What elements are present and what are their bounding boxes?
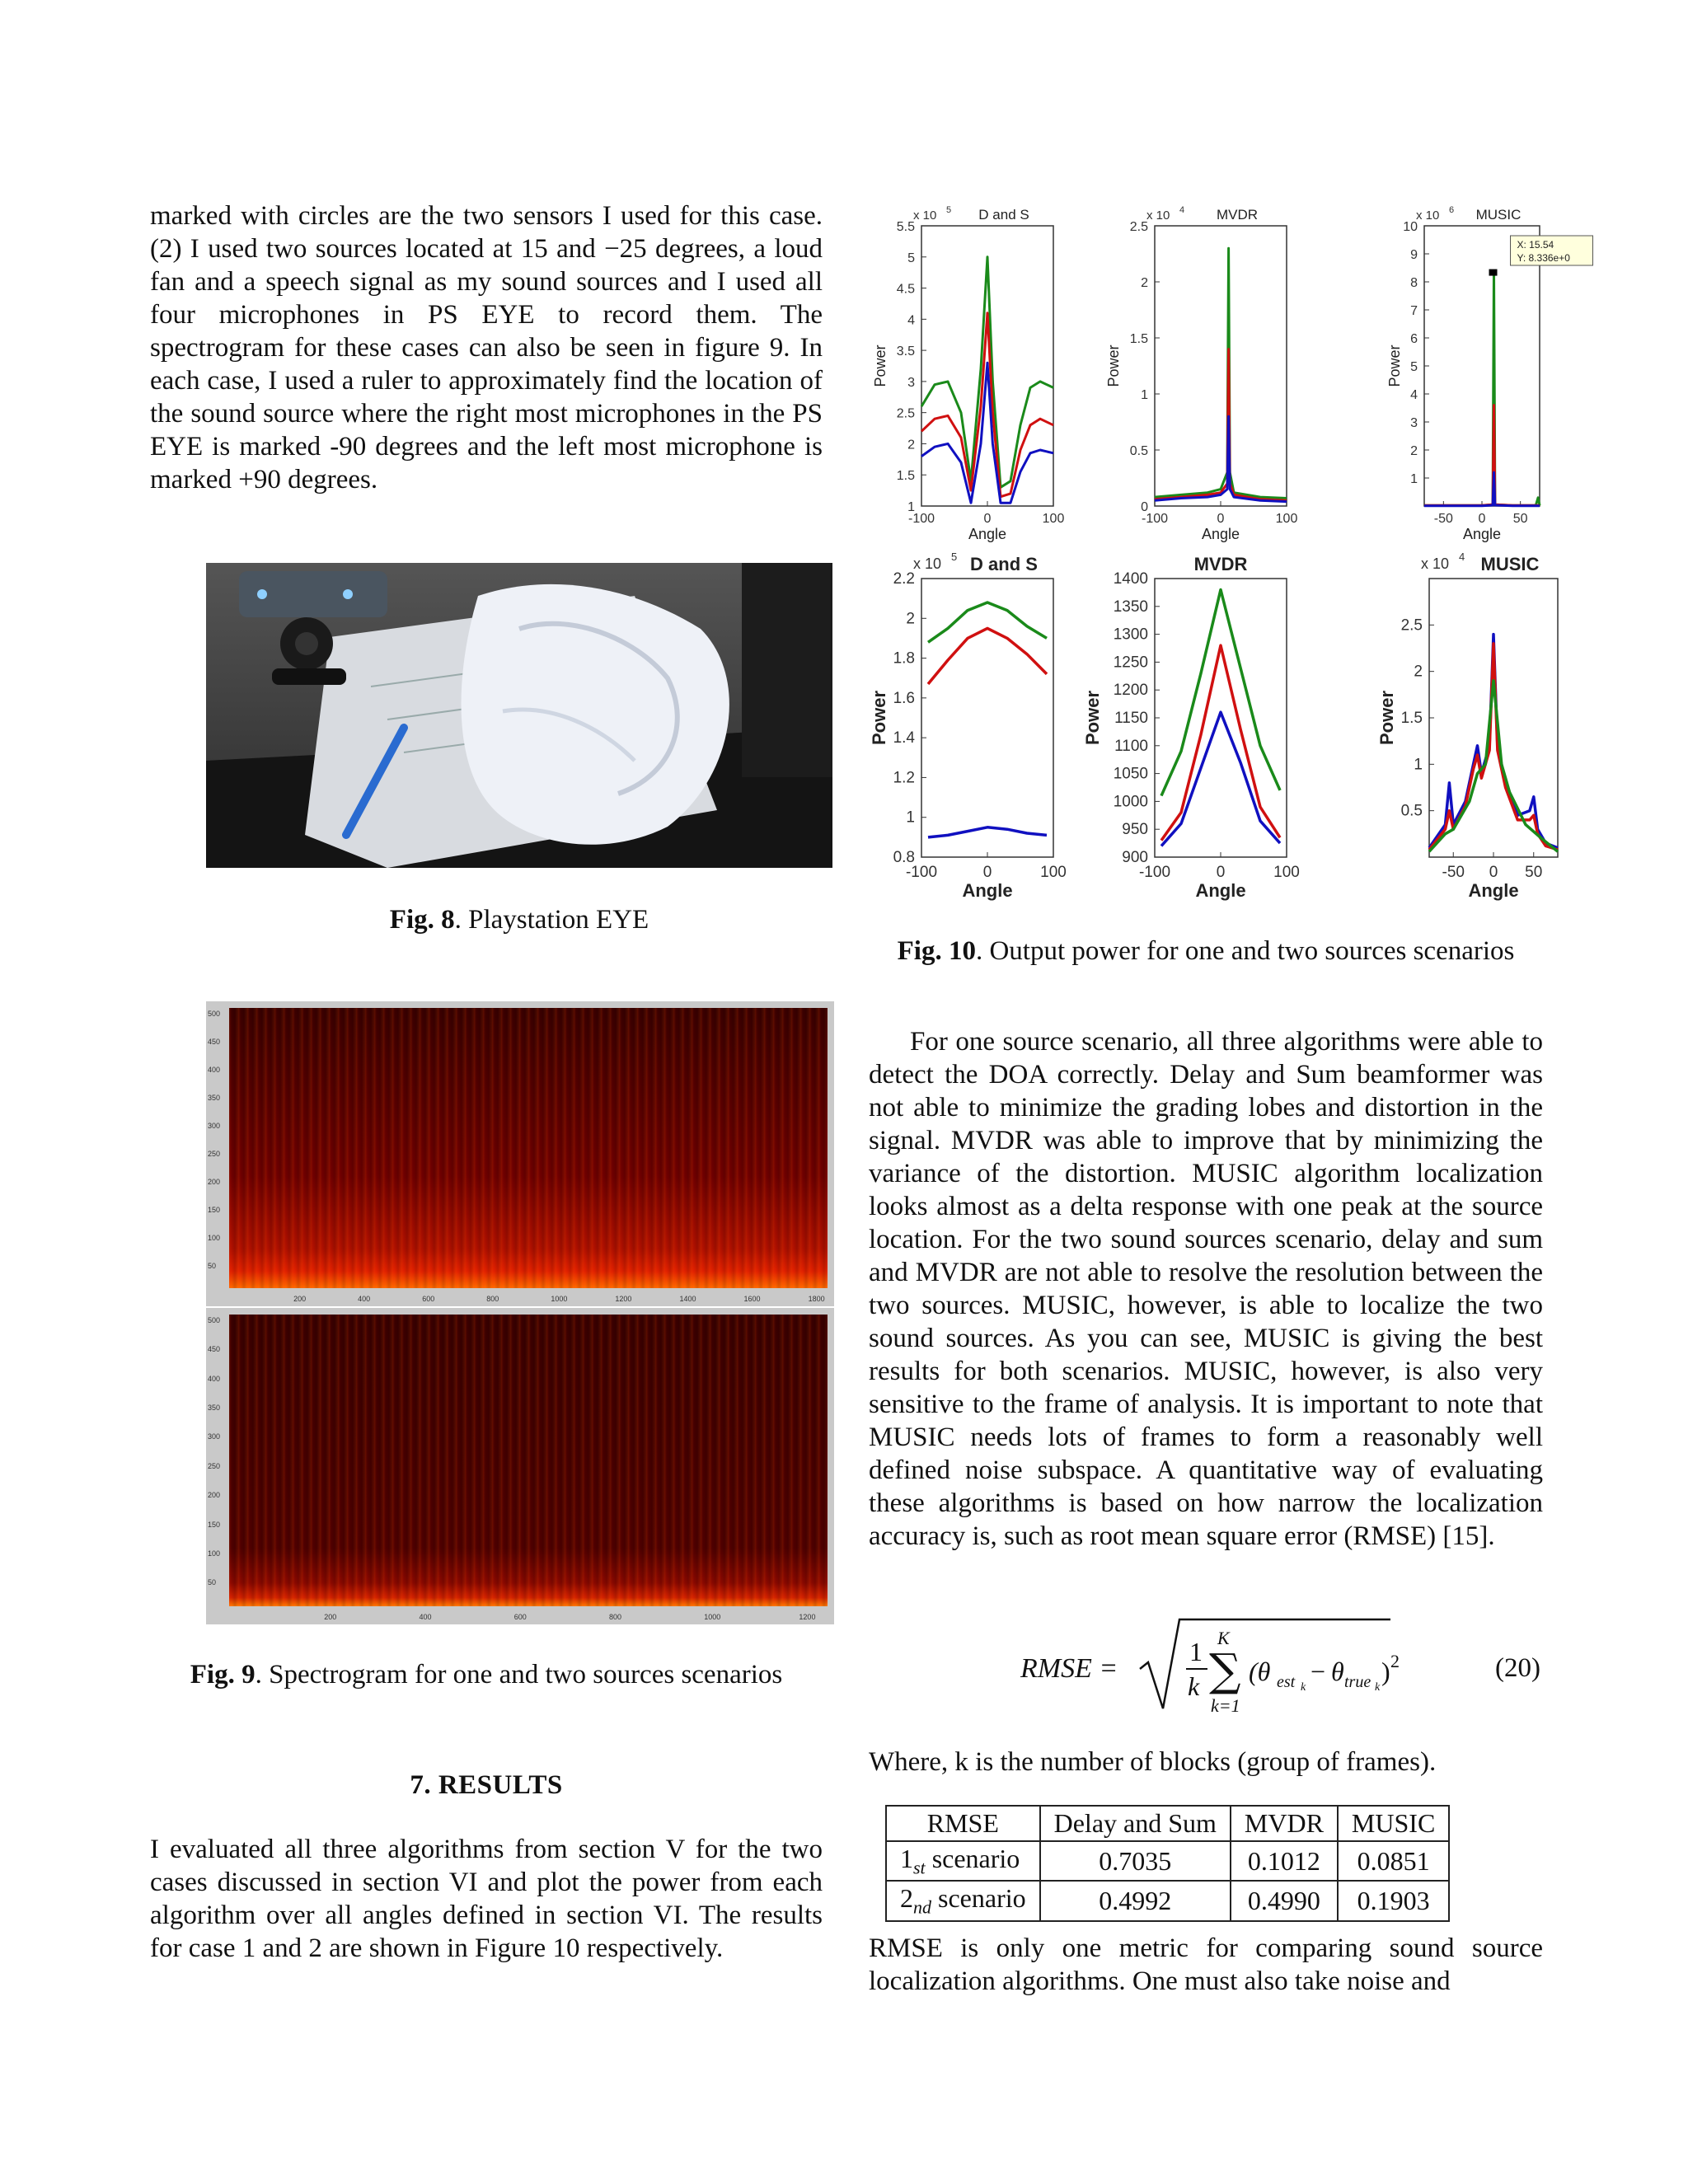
chart-y-tick-label: 1300 — [1113, 626, 1148, 644]
svg-text:K: K — [1217, 1628, 1230, 1648]
chart-y-tick-label: 950 — [1122, 821, 1148, 839]
chart-y-tick-label: 900 — [1122, 849, 1148, 866]
spectrogram-y-tick: 500 — [208, 1315, 221, 1324]
spectrogram-y-tick: 150 — [208, 1520, 221, 1529]
right-paragraph-2: Where, k is the number of blocks (group of frames). — [869, 1747, 1437, 1777]
table-header-cell: MVDR — [1231, 1806, 1338, 1841]
chart-exponent-label: x 10 — [913, 209, 937, 223]
chart-title: D and S — [978, 207, 1029, 223]
chart-x-tick-label: 0 — [1217, 512, 1225, 526]
chart-y-tick-label: 1100 — [1114, 737, 1148, 755]
table-cell: 0.1903 — [1338, 1881, 1449, 1920]
chart-y-tick-label: 2 — [1414, 663, 1423, 681]
datatip-y-text: Y: 8.336e+0 — [1517, 252, 1570, 264]
chart-x-tick-label: -100 — [905, 864, 938, 881]
chart-x-tick-label: 100 — [1273, 864, 1300, 881]
spectrogram-y-tick: 100 — [208, 1549, 221, 1558]
chart-y-tick-label: 4 — [907, 313, 915, 328]
chart-y-tick-label: 4 — [1410, 388, 1418, 402]
chart-y-tick-label: 1350 — [1113, 598, 1148, 616]
svg-text:∑: ∑ — [1209, 1644, 1241, 1696]
svg-text:k: k — [1301, 1681, 1306, 1694]
chart-y-tick-label: 4.5 — [896, 282, 915, 297]
spectrogram-x-tick: 800 — [608, 1613, 621, 1621]
svg-text:(θ: (θ — [1249, 1657, 1271, 1686]
spectrogram-x-tick: 1600 — [743, 1295, 761, 1303]
spectrogram-y-tick: 450 — [208, 1345, 221, 1354]
chart-y-tick-label: 2 — [1141, 276, 1148, 290]
chart-x-axis-label: Angle — [1201, 526, 1240, 542]
chart-y-tick-label: 0.8 — [893, 849, 915, 866]
table-cell: 0.1012 — [1231, 1841, 1338, 1881]
figure-10-text: . Output power for one and two sources scenarios — [975, 936, 1515, 966]
chart-y-tick-label: 1.2 — [893, 769, 915, 787]
table-cell: 0.0851 — [1338, 1841, 1449, 1881]
figure-10-charts — [869, 194, 1570, 901]
spectrogram-x-tick: 1200 — [799, 1613, 816, 1621]
spectrogram-one-source-plot — [229, 1008, 828, 1288]
svg-text:k: k — [1375, 1681, 1381, 1694]
chart-title: MVDR — [1216, 207, 1259, 223]
chart-y-tick-label: 2 — [906, 610, 915, 628]
row-label-text: scenario — [925, 1844, 1020, 1873]
chart-exponent-label: x 10 — [913, 555, 942, 572]
equation-number: (20) — [1495, 1653, 1540, 1683]
chart-y-tick-label: 6 — [1410, 332, 1418, 346]
chart-y-tick-label: 2 — [907, 438, 915, 452]
spectrogram-one-source — [206, 1001, 834, 1306]
svg-text:−: − — [1311, 1657, 1326, 1686]
playstation-eye-photo — [206, 563, 832, 868]
figure-9-text: . Spectrogram for one and two sources scenarios — [255, 1660, 783, 1690]
table-header-row — [886, 1806, 1449, 1841]
table-header-cell: RMSE — [886, 1806, 1040, 1841]
svg-text:true: true — [1344, 1673, 1372, 1691]
spectrogram-y-tick: 250 — [208, 1461, 221, 1470]
row-label-number: 1 — [900, 1844, 913, 1873]
spectrogram-y-tick: 50 — [208, 1578, 217, 1587]
chart-y-tick-label: 0 — [1141, 500, 1148, 514]
table-header-cell: MUSIC — [1338, 1806, 1449, 1841]
chart-y-axis-label: Power — [1082, 690, 1103, 746]
chart-x-axis-label: Angle — [968, 526, 1007, 542]
chart-y-tick-label: 5 — [1410, 360, 1418, 374]
spectrogram-y-tick: 50 — [208, 1261, 217, 1270]
chart-x-axis-label: Angle — [962, 880, 1013, 901]
table-header-cell: Delay and Sum — [1040, 1806, 1231, 1841]
row-label-suffix: st — [913, 1857, 926, 1878]
left-paragraph-2: I evaluated all three algorithms from section V for the two cases discussed in section VI and plot the power from each algorithm over all angles defined in section VI. The results for case 1 and 2 are shown in Figure 10 respectively. — [150, 1835, 823, 1963]
section-heading-results: 7. RESULTS — [410, 1770, 563, 1800]
svg-text:est: est — [1277, 1673, 1296, 1691]
chart-y-axis-label: Power — [872, 344, 889, 387]
spectrogram-x-tick: 600 — [513, 1613, 527, 1621]
spectrogram-two-sources — [206, 1308, 834, 1624]
chart-y-tick-label: 1000 — [1113, 793, 1148, 811]
chart-y-tick-label: 1 — [1141, 388, 1148, 402]
chart-y-tick-label: 0.5 — [1400, 802, 1423, 820]
row-label-text: scenario — [931, 1883, 1026, 1914]
chart-x-tick-label: 100 — [1275, 512, 1298, 526]
chart-y-tick-label: 3 — [1410, 416, 1418, 430]
svg-text:k=1: k=1 — [1211, 1695, 1240, 1716]
chart-y-axis-label: Power — [1386, 344, 1403, 387]
figure-9-caption — [150, 1658, 823, 1691]
chart-title: MVDR — [1193, 554, 1248, 574]
chart-title: D and S — [970, 554, 1038, 574]
chart-y-tick-label: 7 — [1410, 304, 1418, 318]
row-label-suffix: nd — [913, 1896, 931, 1918]
table-cell: 0.4990 — [1231, 1881, 1338, 1920]
chart-y-tick-label: 1.4 — [893, 729, 915, 748]
chart-x-tick-label: -100 — [907, 512, 935, 526]
datatip-marker — [1489, 269, 1498, 276]
spectrogram-y-tick: 350 — [208, 1403, 221, 1412]
chart-x-tick-label: -100 — [1138, 864, 1171, 881]
chart-y-tick-label: 3.5 — [896, 344, 915, 359]
chart-frame — [1155, 226, 1287, 506]
figure-9-label: Fig. 9 — [190, 1660, 256, 1690]
row-label-number: 2 — [900, 1883, 913, 1914]
chart-y-tick-label: 10 — [1403, 220, 1418, 234]
spectrogram-two-sources-plot — [229, 1315, 828, 1606]
spectrogram-y-tick: 200 — [208, 1177, 221, 1186]
spectrogram-y-tick: 150 — [208, 1205, 221, 1214]
chart-exponent-power: 4 — [1459, 551, 1465, 563]
chart-exponent-power: 5 — [951, 551, 958, 563]
spectrogram-y-tick: 400 — [208, 1065, 221, 1074]
spectrogram-y-tick: 250 — [208, 1149, 221, 1158]
chart-x-tick-label: 100 — [1040, 864, 1067, 881]
chart-exponent-power: 4 — [1179, 205, 1185, 215]
table-row-label — [886, 1841, 1040, 1881]
spectrogram-x-tick: 1000 — [704, 1613, 721, 1621]
spectrogram-x-tick: 1000 — [551, 1295, 568, 1303]
chart-x-tick-label: -50 — [1433, 512, 1453, 526]
spectrogram-x-tick: 1400 — [679, 1295, 696, 1303]
chart-y-tick-label: 1200 — [1113, 682, 1148, 700]
chart-x-tick-label: 100 — [1042, 512, 1065, 526]
chart-title: MUSIC — [1480, 554, 1540, 574]
left-paragraph-1: marked with circles are the two sensors I used for this case. (2) I used two sources located at 15 and −25 degrees, a loud fan and a speech signal as my sound sources and I used all four microphones in PS EYE to record them. The spectrogram for these cases can also be seen in figure 9. In each case, I used a ruler to approximately find the location of the sound source where the right most microphones in the PS EYE is marked -90 degrees and the left most microphone is marked +90 degrees. — [150, 201, 823, 494]
chart-y-tick-label: 1250 — [1113, 654, 1148, 672]
chart-exponent-power: 5 — [946, 205, 952, 215]
spectrogram-x-tick: 400 — [358, 1295, 371, 1303]
figure-8-text: . Playstation EYE — [454, 905, 649, 935]
spectrogram-y-tick: 500 — [208, 1009, 221, 1018]
table-cell: 0.7035 — [1040, 1841, 1231, 1881]
chart-x-tick-label: 50 — [1512, 512, 1528, 526]
chart-x-tick-label: 0 — [1216, 864, 1226, 881]
chart-y-tick-label: 1.5 — [1129, 332, 1148, 346]
right-paragraph-3: RMSE is only one metric for comparing sound source localization algorithms. One must also take noise and — [869, 1933, 1543, 1996]
chart-y-tick-label: 2.2 — [893, 570, 915, 588]
figure-8-caption — [206, 903, 832, 936]
chart-x-tick-label: 0 — [1489, 864, 1498, 881]
chart-x-axis-label: Angle — [1468, 880, 1519, 901]
svg-text:θ: θ — [1331, 1657, 1344, 1686]
chart-y-tick-label: 8 — [1410, 276, 1418, 290]
chart-y-tick-label: 1.6 — [893, 689, 915, 707]
chart-y-axis-label: Power — [869, 690, 889, 746]
chart-frame — [921, 579, 1053, 857]
chart-y-tick-label: 2 — [1410, 444, 1418, 458]
chart-y-tick-label: 2.5 — [1129, 220, 1148, 234]
spectrogram-x-tick: 200 — [293, 1295, 307, 1303]
figure-10-svg — [869, 194, 1570, 901]
chart-exponent-label: x 10 — [1146, 209, 1170, 223]
chart-y-tick-label: 2.5 — [896, 406, 915, 421]
spectrogram-y-tick: 400 — [208, 1374, 221, 1383]
spectrogram-y-tick: 450 — [208, 1037, 221, 1046]
spectrogram-y-tick: 350 — [208, 1093, 221, 1102]
table-cell: 0.4992 — [1040, 1881, 1231, 1920]
chart-x-tick-label: -50 — [1442, 864, 1465, 881]
table-row — [886, 1881, 1449, 1920]
figure-8-label: Fig. 8 — [389, 905, 455, 935]
svg-text:2: 2 — [1390, 1651, 1400, 1671]
chart-frame — [1424, 226, 1540, 506]
spectrogram-x-tick: 1200 — [615, 1295, 632, 1303]
chart-y-tick-label: 1150 — [1114, 710, 1148, 727]
spectrogram-y-tick: 100 — [208, 1233, 221, 1242]
table-row — [886, 1841, 1449, 1881]
chart-x-tick-label: 50 — [1525, 864, 1543, 881]
chart-title: MUSIC — [1475, 207, 1522, 223]
chart-y-tick-label: 1.5 — [1400, 710, 1423, 727]
chart-y-tick-label: 1 — [907, 500, 915, 514]
chart-y-tick-label: 5.5 — [896, 220, 915, 234]
figure-10-caption — [869, 935, 1543, 968]
chart-y-tick-label: 1 — [1414, 756, 1423, 774]
svg-text:): ) — [1381, 1657, 1390, 1686]
chart-y-tick-label: 0.5 — [1129, 444, 1148, 458]
table-row-label — [886, 1881, 1040, 1920]
figure-10-label: Fig. 10 — [897, 936, 976, 966]
svg-text:1: 1 — [1189, 1637, 1203, 1666]
spectrogram-y-tick: 300 — [208, 1432, 221, 1441]
spectrogram-x-tick: 800 — [486, 1295, 499, 1303]
right-paragraph-1: For one source scenario, all three algorithms were able to detect the DOA correctly. Delay and Sum beamformer was not able to minimize the grading lobes and distortion in the signal. MVDR was able to improve that by minimizing the variance of the distortion. MUSIC algorithm localization looks almost as a delta response with one peak at the source location. For the two sound sources scenario, delay and sum and MVDR are not able to resolve the resolution between the two sources. MUSIC, however, is able to localize the two sound sources. As you can see, MUSIC is giving the best results for both scenarios. MUSIC, however, is also very sensitive to the frame of analysis. It is important to note that MUSIC needs lots of frames to form a reasonably well defined noise subspace. A quantitative way of evaluating these algorithms is based on how narrow the localization accuracy is, such as root mean square error (RMSE) [15]. — [869, 1027, 1543, 1551]
chart-x-axis-label: Angle — [1195, 880, 1246, 901]
rmse-table — [885, 1805, 1450, 1922]
chart-y-tick-label: 2.5 — [1400, 616, 1423, 635]
spectrogram-y-tick: 200 — [208, 1491, 221, 1500]
chart-x-axis-label: Angle — [1462, 526, 1502, 542]
chart-y-tick-label: 1.8 — [893, 649, 915, 668]
chart-y-axis-label: Power — [1376, 690, 1397, 746]
equation-lhs: RMSE = — [1020, 1653, 1118, 1684]
rmse-equation — [1133, 1611, 1405, 1718]
chart-exponent-power: 6 — [1449, 205, 1455, 215]
chart-y-tick-label: 1.5 — [896, 469, 915, 484]
chart-y-axis-label: Power — [1105, 344, 1122, 387]
chart-y-tick-label: 1 — [906, 808, 915, 827]
spectrogram-x-tick: 600 — [422, 1295, 435, 1303]
chart-x-tick-label: -100 — [1141, 512, 1169, 526]
datatip-x-text: X: 15.54 — [1517, 239, 1554, 251]
chart-y-tick-label: 1400 — [1113, 570, 1148, 588]
chart-exponent-label: x 10 — [1421, 555, 1450, 572]
spectrogram-y-tick: 300 — [208, 1121, 221, 1130]
chart-y-tick-label: 5 — [907, 251, 915, 265]
chart-x-tick-label: 0 — [1478, 512, 1486, 526]
chart-y-tick-label: 9 — [1410, 248, 1418, 262]
chart-exponent-label: x 10 — [1416, 209, 1440, 223]
chart-y-tick-label: 3 — [907, 375, 915, 390]
svg-text:k: k — [1188, 1671, 1200, 1701]
chart-x-tick-label: 0 — [982, 864, 992, 881]
chart-y-tick-label: 1 — [1410, 472, 1418, 486]
spectrogram-x-tick: 400 — [419, 1613, 432, 1621]
chart-y-tick-label: 1050 — [1113, 765, 1148, 783]
spectrogram-x-tick: 1800 — [808, 1295, 825, 1303]
chart-x-tick-label: 0 — [983, 512, 992, 526]
spectrogram-x-tick: 200 — [324, 1613, 337, 1621]
